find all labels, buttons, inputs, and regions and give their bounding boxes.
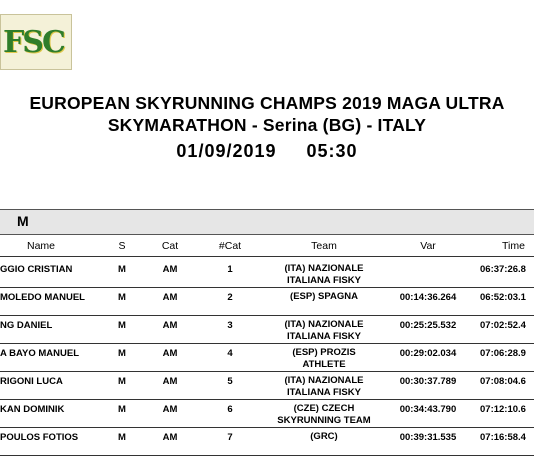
table-row	[0, 288, 534, 316]
table-row	[0, 344, 534, 372]
cat-cell: AM	[162, 264, 178, 275]
athlete-name: A BAYO MANUEL	[0, 348, 79, 359]
team-line-1: (ITA) NAZIONALE	[284, 319, 364, 330]
athlete-name: NG DANIEL	[0, 320, 53, 331]
team-cell	[262, 375, 386, 399]
column-header-s: S	[118, 240, 126, 252]
cat-cell: AM	[162, 348, 178, 359]
cat-cell: AM	[162, 320, 178, 331]
cat-rank-cell: 1	[227, 264, 233, 275]
gap-cell: 00:29:02.034	[399, 348, 457, 359]
team-cell	[262, 319, 386, 343]
table-row	[0, 260, 534, 288]
column-header-var: Var	[420, 240, 436, 252]
team-cell	[262, 347, 386, 371]
column-header-num: #Cat	[218, 240, 242, 252]
race-date: 01/09/2019	[176, 141, 277, 161]
title-line-2: SKYMARATHON - Serina (BG) - ITALY	[107, 115, 427, 135]
race-time: 05:30	[306, 141, 358, 161]
gap-cell: 00:14:36.264	[399, 292, 457, 303]
athlete-name: MOLEDO MANUEL	[0, 292, 85, 303]
time-cell: 06:37:26.8	[480, 264, 526, 275]
team-line-2: ITALIANA FISKY	[287, 275, 361, 286]
sex-cell: M	[118, 432, 126, 443]
cat-cell: AM	[162, 376, 178, 387]
cat-rank-cell: 4	[227, 348, 233, 359]
sex-cell: M	[118, 264, 126, 275]
cat-cell: AM	[162, 404, 178, 415]
cat-cell: AM	[162, 432, 178, 443]
table-row	[0, 400, 534, 428]
column-header-time: Time	[502, 240, 525, 252]
sex-cell: M	[118, 376, 126, 387]
time-cell: 07:12:10.6	[480, 404, 526, 415]
team-line-2: ATHLETE	[302, 359, 346, 370]
results-table	[0, 260, 534, 456]
title-line-1: EUROPEAN SKYRUNNING CHAMPS 2019 MAGA ULTRA	[29, 93, 505, 113]
gap-cell: 00:39:31.535	[399, 432, 457, 443]
page-title	[0, 92, 534, 136]
sex-cell: M	[118, 348, 126, 359]
athlete-name: KAN DOMINIK	[0, 404, 65, 415]
column-header-team: Team	[311, 240, 337, 252]
team-line-1: (ITA) NAZIONALE	[284, 375, 364, 386]
team-line-1: (CZE) CZECH	[293, 403, 355, 414]
team-line-2: SKYRUNNING TEAM	[277, 415, 371, 426]
sex-cell: M	[118, 320, 126, 331]
gap-cell: 00:25:25.532	[399, 320, 457, 331]
team-line-1: (ITA) NAZIONALE	[284, 263, 364, 274]
sex-cell: M	[118, 292, 126, 303]
team-line-2: ITALIANA FISKY	[287, 387, 361, 398]
team-line-1: (GRC)	[310, 431, 338, 442]
sex-cell: M	[118, 404, 126, 415]
fsc-logo	[0, 14, 72, 70]
race-datetime	[0, 141, 534, 162]
gap-cell: 00:30:37.789	[399, 376, 457, 387]
cat-rank-cell: 5	[227, 376, 233, 387]
cat-rank-cell: 7	[227, 432, 233, 443]
athlete-name: GGIO CRISTIAN	[0, 264, 73, 275]
team-cell	[262, 263, 386, 287]
time-cell: 07:02:52.4	[480, 320, 526, 331]
athlete-name: RIGONI LUCA	[0, 376, 63, 387]
column-header-cat: Cat	[161, 240, 179, 252]
time-cell: 07:08:04.6	[480, 376, 526, 387]
time-cell: 06:52:03.1	[480, 292, 526, 303]
table-row	[0, 428, 534, 456]
table-row	[0, 372, 534, 400]
category-section-bar	[0, 209, 534, 235]
time-cell: 07:16:58.4	[480, 432, 526, 443]
team-line-1: (ESP) SPAGNA	[290, 291, 358, 302]
cat-cell: AM	[162, 292, 178, 303]
gap-cell: 00:34:43.790	[399, 404, 457, 415]
team-cell	[262, 403, 386, 427]
cat-rank-cell: 3	[227, 320, 233, 331]
team-line-1: (ESP) PROZIS	[292, 347, 356, 358]
team-line-2: ITALIANA FISKY	[287, 331, 361, 342]
table-header	[0, 236, 534, 257]
logo-text: FSC	[3, 25, 64, 60]
athlete-name: POULOS FOTIOS	[0, 432, 79, 443]
cat-rank-cell: 2	[227, 292, 233, 303]
column-header-name: Name	[26, 240, 55, 252]
table-row	[0, 316, 534, 344]
team-cell	[262, 291, 386, 303]
category-label: M	[17, 213, 29, 229]
cat-rank-cell: 6	[227, 404, 233, 415]
time-cell: 07:06:28.9	[480, 348, 526, 359]
team-cell	[262, 431, 386, 443]
